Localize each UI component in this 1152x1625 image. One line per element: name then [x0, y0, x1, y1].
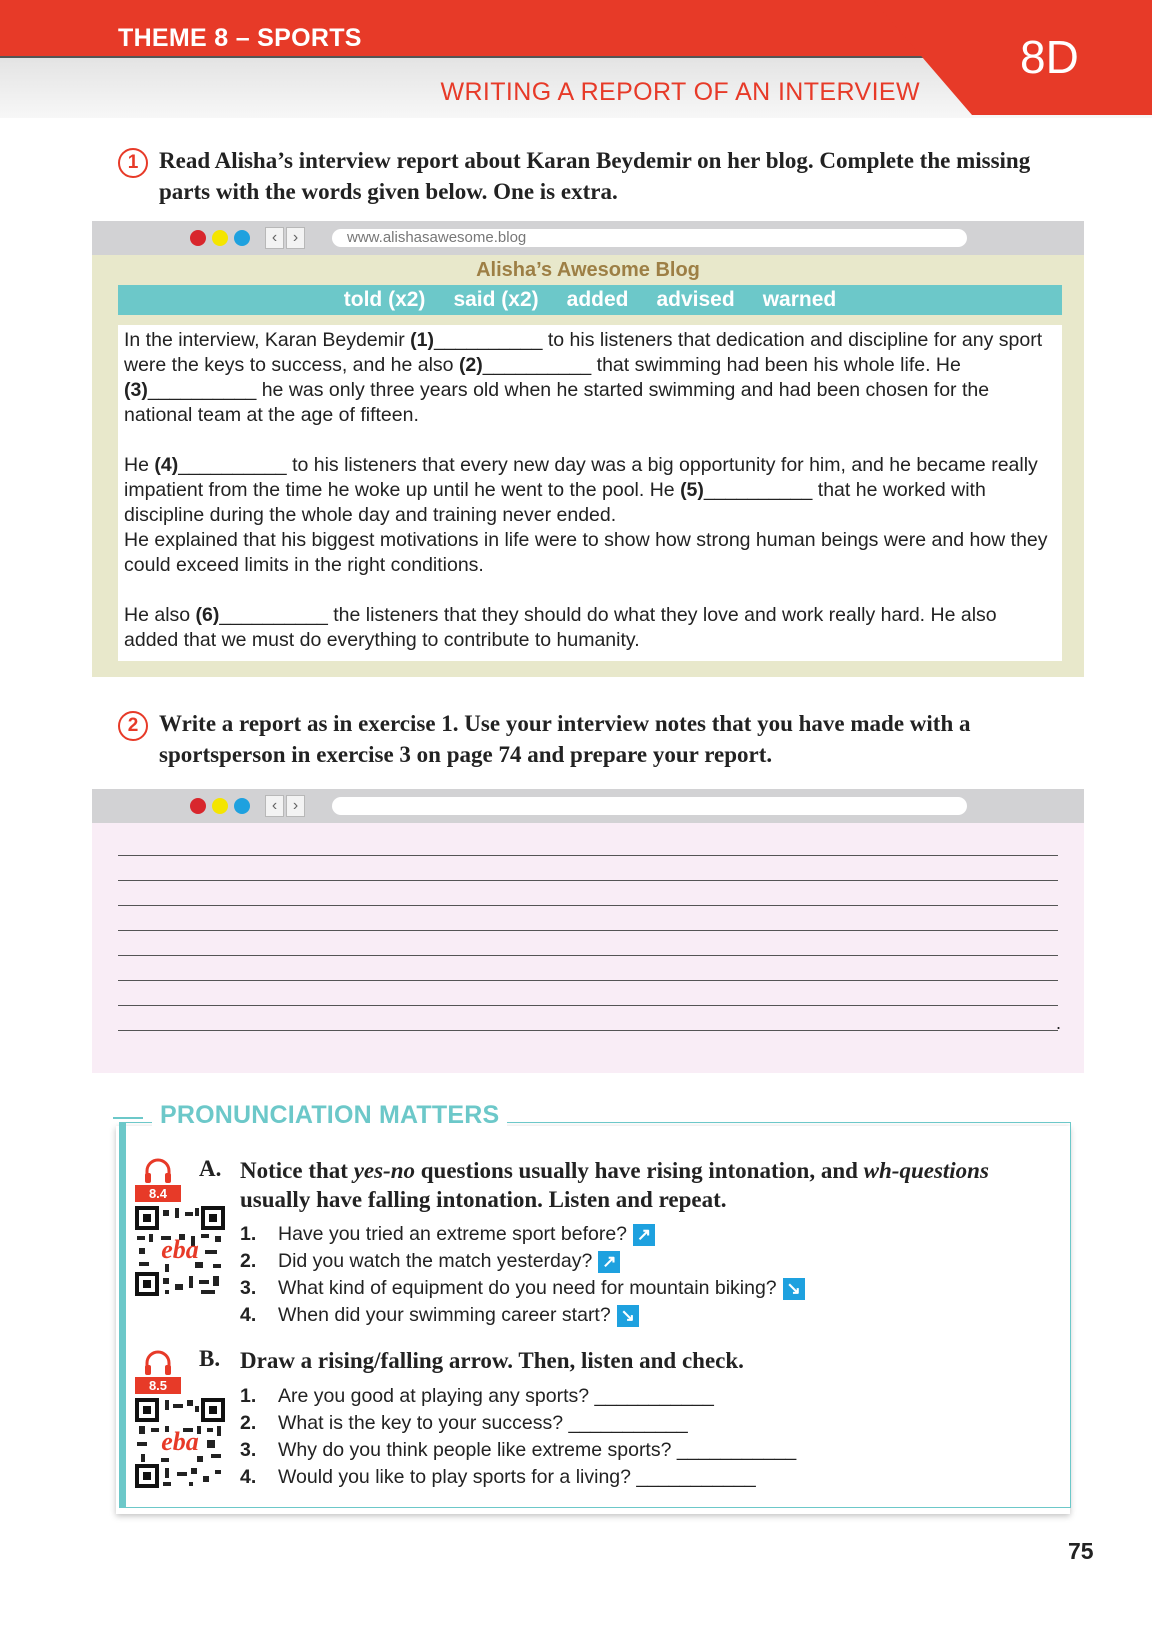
- qr-code-icon[interactable]: [135, 1398, 225, 1488]
- section-a-text-3: usually have falling intonation. Listen and repeat.: [240, 1187, 727, 1212]
- exercise-1-instruction: Read Alisha’s interview report about Karan Beydemir on her blog. Complete the missing parts with the words given below. One is extra.: [159, 148, 1031, 204]
- blog-text-segment: He: [124, 454, 155, 476]
- blank-number: (1): [410, 329, 434, 351]
- answer-blank[interactable]: __________: [482, 354, 592, 376]
- headphones-icon[interactable]: [143, 1158, 173, 1184]
- item-number: 2.: [240, 1250, 257, 1272]
- section-a-item: [240, 1303, 639, 1327]
- qr-logo: eba: [161, 1235, 199, 1264]
- qr-logo: eba: [161, 1427, 199, 1456]
- red-dot-icon: [190, 230, 206, 246]
- section-a-text-wh: wh-questions: [863, 1158, 989, 1183]
- forward-arrow-icon[interactable]: ›: [286, 227, 305, 249]
- blog-text-segment: that swimming had been his whole life. He: [591, 354, 961, 376]
- writing-line[interactable]: [118, 980, 1058, 981]
- item-number: 3.: [240, 1277, 257, 1299]
- address-bar[interactable]: [332, 797, 967, 815]
- writing-line[interactable]: [118, 905, 1058, 906]
- rising-arrow-icon: ↗: [598, 1251, 620, 1273]
- writing-line[interactable]: [118, 955, 1058, 956]
- lesson-title: WRITING A REPORT OF AN INTERVIEW: [440, 78, 920, 106]
- blog-paragraph: [124, 528, 1056, 578]
- rising-arrow-icon: ↗: [633, 1224, 655, 1246]
- section-b-item: [240, 1438, 796, 1462]
- section-a-label: A.: [199, 1156, 222, 1181]
- falling-arrow-icon: ↘: [617, 1305, 639, 1327]
- section-a-item: [240, 1249, 620, 1273]
- section-b-item: [240, 1384, 714, 1408]
- theme-title: THEME 8 – SPORTS: [118, 24, 362, 52]
- writing-area[interactable]: [92, 823, 1084, 1073]
- blog-text-segment: that he worked with discipline during the whole day and training never ended.: [124, 479, 986, 526]
- pronunciation-title: PRONUNCIATION MATTERS: [152, 1101, 507, 1130]
- qr-code-icon[interactable]: [135, 1206, 225, 1296]
- section-b-item: [240, 1465, 756, 1489]
- page-number: 75: [1068, 1538, 1094, 1564]
- pronunciation-title-rule: [113, 1117, 143, 1119]
- writing-browser-window: [92, 789, 1084, 1073]
- word-bank-item: warned: [762, 288, 837, 311]
- back-arrow-icon[interactable]: ‹: [265, 227, 284, 249]
- red-dot-icon: [190, 798, 206, 814]
- blog-text-segment: to his listeners that dedication and discipline for any sport were the keys to success, and he also: [124, 329, 1043, 376]
- item-text[interactable]: What is the key to your success? ___________: [278, 1412, 688, 1434]
- blog-text-segment: the listeners that they should do what they love and work really hard. He also added that we must do everything to contribute to humanity.: [124, 604, 997, 651]
- item-text: Have you tried an extreme sport before?: [278, 1223, 628, 1245]
- writing-line[interactable]: [118, 880, 1058, 881]
- item-number: 4.: [240, 1466, 257, 1488]
- word-bank: [118, 285, 1062, 315]
- answer-blank[interactable]: __________: [178, 454, 287, 476]
- item-number: 4.: [240, 1304, 257, 1326]
- audio-track-label: 8.4: [135, 1185, 181, 1202]
- blank-number: (3): [124, 379, 148, 401]
- section-b-item: [240, 1411, 688, 1435]
- blog-text-segment: to his listeners that every new day was a big opportunity for him, and he became really impatient from the time he woke up until he went to the pool. He: [124, 454, 1038, 501]
- section-b-label: B.: [199, 1346, 221, 1371]
- back-arrow-icon[interactable]: ‹: [265, 795, 284, 817]
- exercise-2-number: 2: [118, 711, 148, 741]
- writing-line[interactable]: [118, 855, 1058, 856]
- item-text[interactable]: Would you like to play sports for a living? ___________: [278, 1466, 756, 1488]
- answer-blank[interactable]: __________: [147, 379, 257, 401]
- browser-toolbar: [92, 789, 1084, 823]
- exercise-1-number: 1: [118, 148, 148, 178]
- item-text[interactable]: Why do you think people like extreme sports? ___________: [278, 1439, 797, 1461]
- blog-browser-window: [92, 221, 1084, 677]
- address-bar[interactable]: www.alishasawesome.blog: [332, 229, 967, 247]
- blog-content-area: [92, 255, 1084, 677]
- word-bank-item: added: [566, 288, 629, 311]
- headphones-icon[interactable]: [143, 1350, 173, 1376]
- blank-number: (5): [680, 479, 704, 501]
- yellow-dot-icon: [212, 798, 228, 814]
- section-b-instruction: Draw a rising/falling arrow. Then, listen and check.: [240, 1348, 744, 1373]
- item-number: 1.: [240, 1223, 257, 1245]
- writing-line[interactable]: [118, 1030, 1058, 1031]
- section-a-text-yes-no: yes-no: [353, 1158, 416, 1183]
- item-number: 1.: [240, 1385, 257, 1407]
- writing-line[interactable]: [118, 930, 1058, 931]
- writing-end-mark: .: [1056, 1013, 1062, 1033]
- blog-text-segment: In the interview, Karan Beydemir: [124, 329, 411, 351]
- section-a-item: [240, 1276, 805, 1300]
- blog-paragraph: [124, 603, 1056, 653]
- audio-track-label: 8.5: [135, 1377, 181, 1394]
- section-a-instruction: [240, 1156, 1060, 1214]
- answer-blank[interactable]: __________: [433, 329, 543, 351]
- falling-arrow-icon: ↘: [783, 1278, 805, 1300]
- blue-dot-icon: [234, 230, 250, 246]
- exercise-2-instruction: Write a report as in exercise 1. Use your interview notes that you have made with a sportsperson in exercise 3 on page 74 and prepare your report.: [159, 711, 971, 767]
- blog-post-text: [118, 325, 1062, 653]
- answer-blank[interactable]: __________: [703, 479, 813, 501]
- blog-text-segment: He explained that his biggest motivations in life were to show how strong human beings were and how they could exceed limits in the right conditions.: [124, 529, 1048, 576]
- item-text: What kind of equipment do you need for mountain biking?: [278, 1277, 777, 1299]
- section-a-item: [240, 1222, 655, 1246]
- blog-title: Alisha’s Awesome Blog: [476, 259, 700, 281]
- word-bank-item: advised: [656, 288, 735, 311]
- item-text: When did your swimming career start?: [278, 1304, 611, 1326]
- blank-number: (6): [195, 604, 220, 626]
- blog-text-segment: He also: [124, 604, 196, 626]
- blank-number: (2): [458, 354, 483, 376]
- blog-paragraph: [124, 453, 1056, 528]
- yellow-dot-icon: [212, 230, 228, 246]
- blog-paragraph: [124, 328, 1056, 428]
- item-number: 2.: [240, 1412, 257, 1434]
- browser-toolbar: [92, 221, 1084, 255]
- blue-dot-icon: [234, 798, 250, 814]
- word-bank-item: said (x2): [453, 288, 539, 311]
- word-bank-item: told (x2): [343, 288, 426, 311]
- blog-post: [118, 325, 1062, 661]
- item-text[interactable]: Are you good at playing any sports? ___________: [278, 1385, 714, 1407]
- unit-label: 8D: [1020, 31, 1079, 83]
- item-number: 3.: [240, 1439, 257, 1461]
- answer-blank[interactable]: __________: [219, 604, 328, 626]
- blog-text-segment: he was only three years old when he started swimming and had been chosen for the national team at the age of fifteen.: [124, 379, 990, 426]
- item-text: Did you watch the match yesterday?: [278, 1250, 593, 1272]
- writing-line[interactable]: [118, 1005, 1058, 1006]
- forward-arrow-icon[interactable]: ›: [286, 795, 305, 817]
- section-a-text-2: questions usually have rising intonation, and: [415, 1158, 864, 1183]
- blank-number: (4): [154, 454, 179, 476]
- section-a-text-1: Notice that: [240, 1158, 354, 1183]
